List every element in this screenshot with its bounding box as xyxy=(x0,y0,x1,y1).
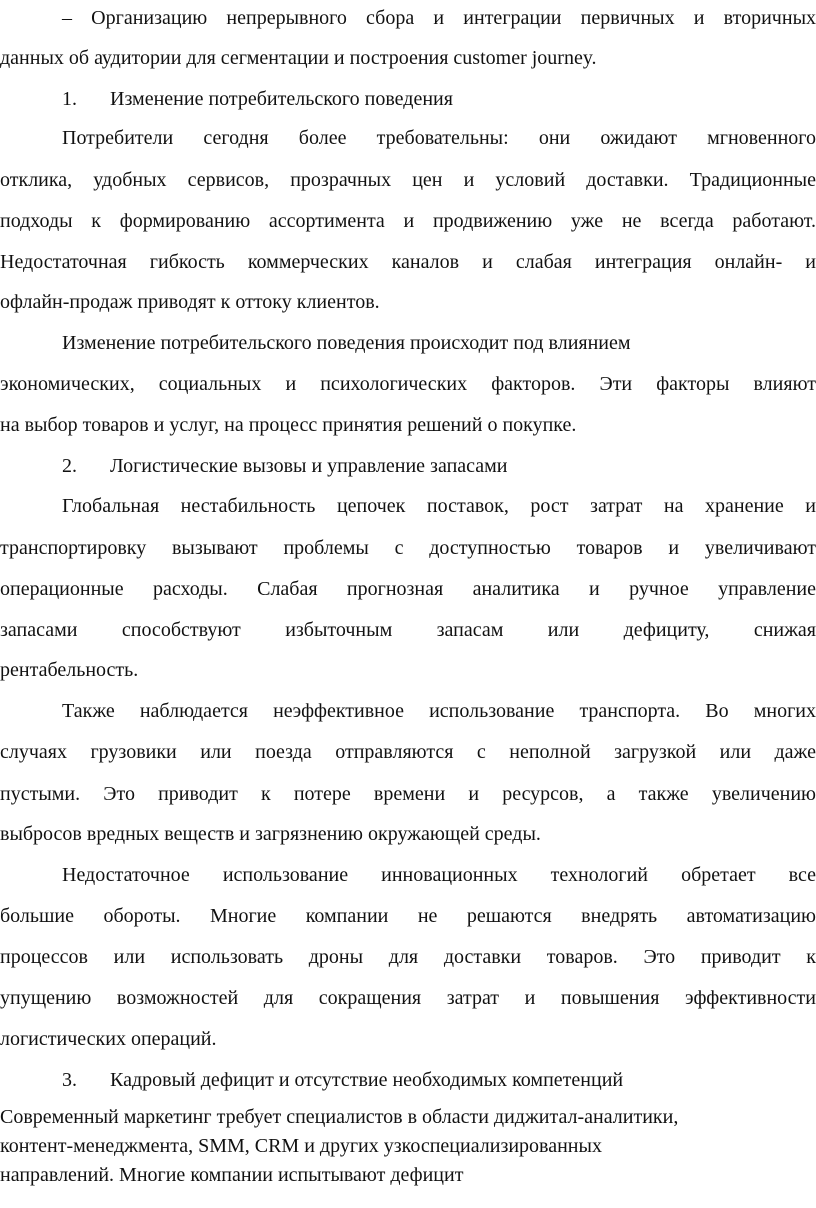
paragraph-line: Недостаточная гибкость коммерческих каналов и слабая интеграция онлайн- и xyxy=(0,251,816,273)
paragraph-line: пустыми. Это приводит к потере времени и ресурсов, а также увеличению xyxy=(0,783,816,805)
section-2-title: Логистические вызовы и управление запасами xyxy=(110,455,508,477)
paragraph-line: Изменение потребительского поведения происходит под влиянием xyxy=(62,332,631,354)
paragraph-line: экономических, социальных и психологических факторов. Эти факторы влияют xyxy=(0,373,816,395)
paragraph-line: процессов или использовать дроны для доставки товаров. Это приводит к xyxy=(0,946,816,968)
paragraph-line: рентабельность. xyxy=(0,659,139,681)
paragraph-line: подходы к формированию ассортимента и продвижению уже не всегда работают. xyxy=(0,210,816,232)
section-1-number: 1. xyxy=(62,88,77,110)
paragraph-line: транспортировку вызывают проблемы с доступностью товаров и увеличивают xyxy=(0,537,816,559)
paragraph-line: Недостаточное использование инновационных технологий обретает все xyxy=(62,864,816,886)
intro-line-1: – Организацию непрерывного сбора и интеграции первичных и вторичных xyxy=(62,7,816,29)
paragraph-line: Современный маркетинг требует специалистов в области диджитал-аналитики, xyxy=(0,1106,679,1128)
paragraph-line: запасами способствуют избыточным запасам или дефициту, снижая xyxy=(0,619,816,641)
paragraph-line: офлайн-продаж приводят к оттоку клиентов. xyxy=(0,291,380,313)
paragraph-line: случаях грузовики или поезда отправляются с неполной загрузкой или даже xyxy=(0,741,816,763)
paragraph-line: упущению возможностей для сокращения затрат и повышения эффективности xyxy=(0,987,816,1009)
paragraph-line: отклика, удобных сервисов, прозрачных цен и условий доставки. Традиционные xyxy=(0,169,816,191)
section-3-number: 3. xyxy=(62,1069,77,1091)
paragraph-line: направлений. Многие компании испытывают дефицит xyxy=(0,1164,464,1186)
paragraph-line: логистических операций. xyxy=(0,1028,217,1050)
section-1-title: Изменение потребительского поведения xyxy=(110,88,453,110)
section-3-title: Кадровый дефицит и отсутствие необходимых компетенций xyxy=(110,1069,624,1091)
paragraph-line: Потребители сегодня более требовательны: они ожидают мгновенного xyxy=(62,127,816,149)
paragraph-line: на выбор товаров и услуг, на процесс принятия решений о покупке. xyxy=(0,414,577,436)
paragraph-line: Также наблюдается неэффективное использование транспорта. Во многих xyxy=(62,700,816,722)
intro-line-2: данных об аудитории для сегментации и построения customer journey. xyxy=(0,47,597,69)
section-2-number: 2. xyxy=(62,455,77,477)
paragraph-line: Глобальная нестабильность цепочек поставок, рост затрат на хранение и xyxy=(62,495,816,517)
paragraph-line: контент-менеджмента, SMM, CRM и других узкоспециализированных xyxy=(0,1135,602,1157)
paragraph-line: выбросов вредных веществ и загрязнению окружающей среды. xyxy=(0,823,541,845)
paragraph-line: большие обороты. Многие компании не решаются внедрять автоматизацию xyxy=(0,905,816,927)
paragraph-line: операционные расходы. Слабая прогнозная аналитика и ручное управление xyxy=(0,578,816,600)
